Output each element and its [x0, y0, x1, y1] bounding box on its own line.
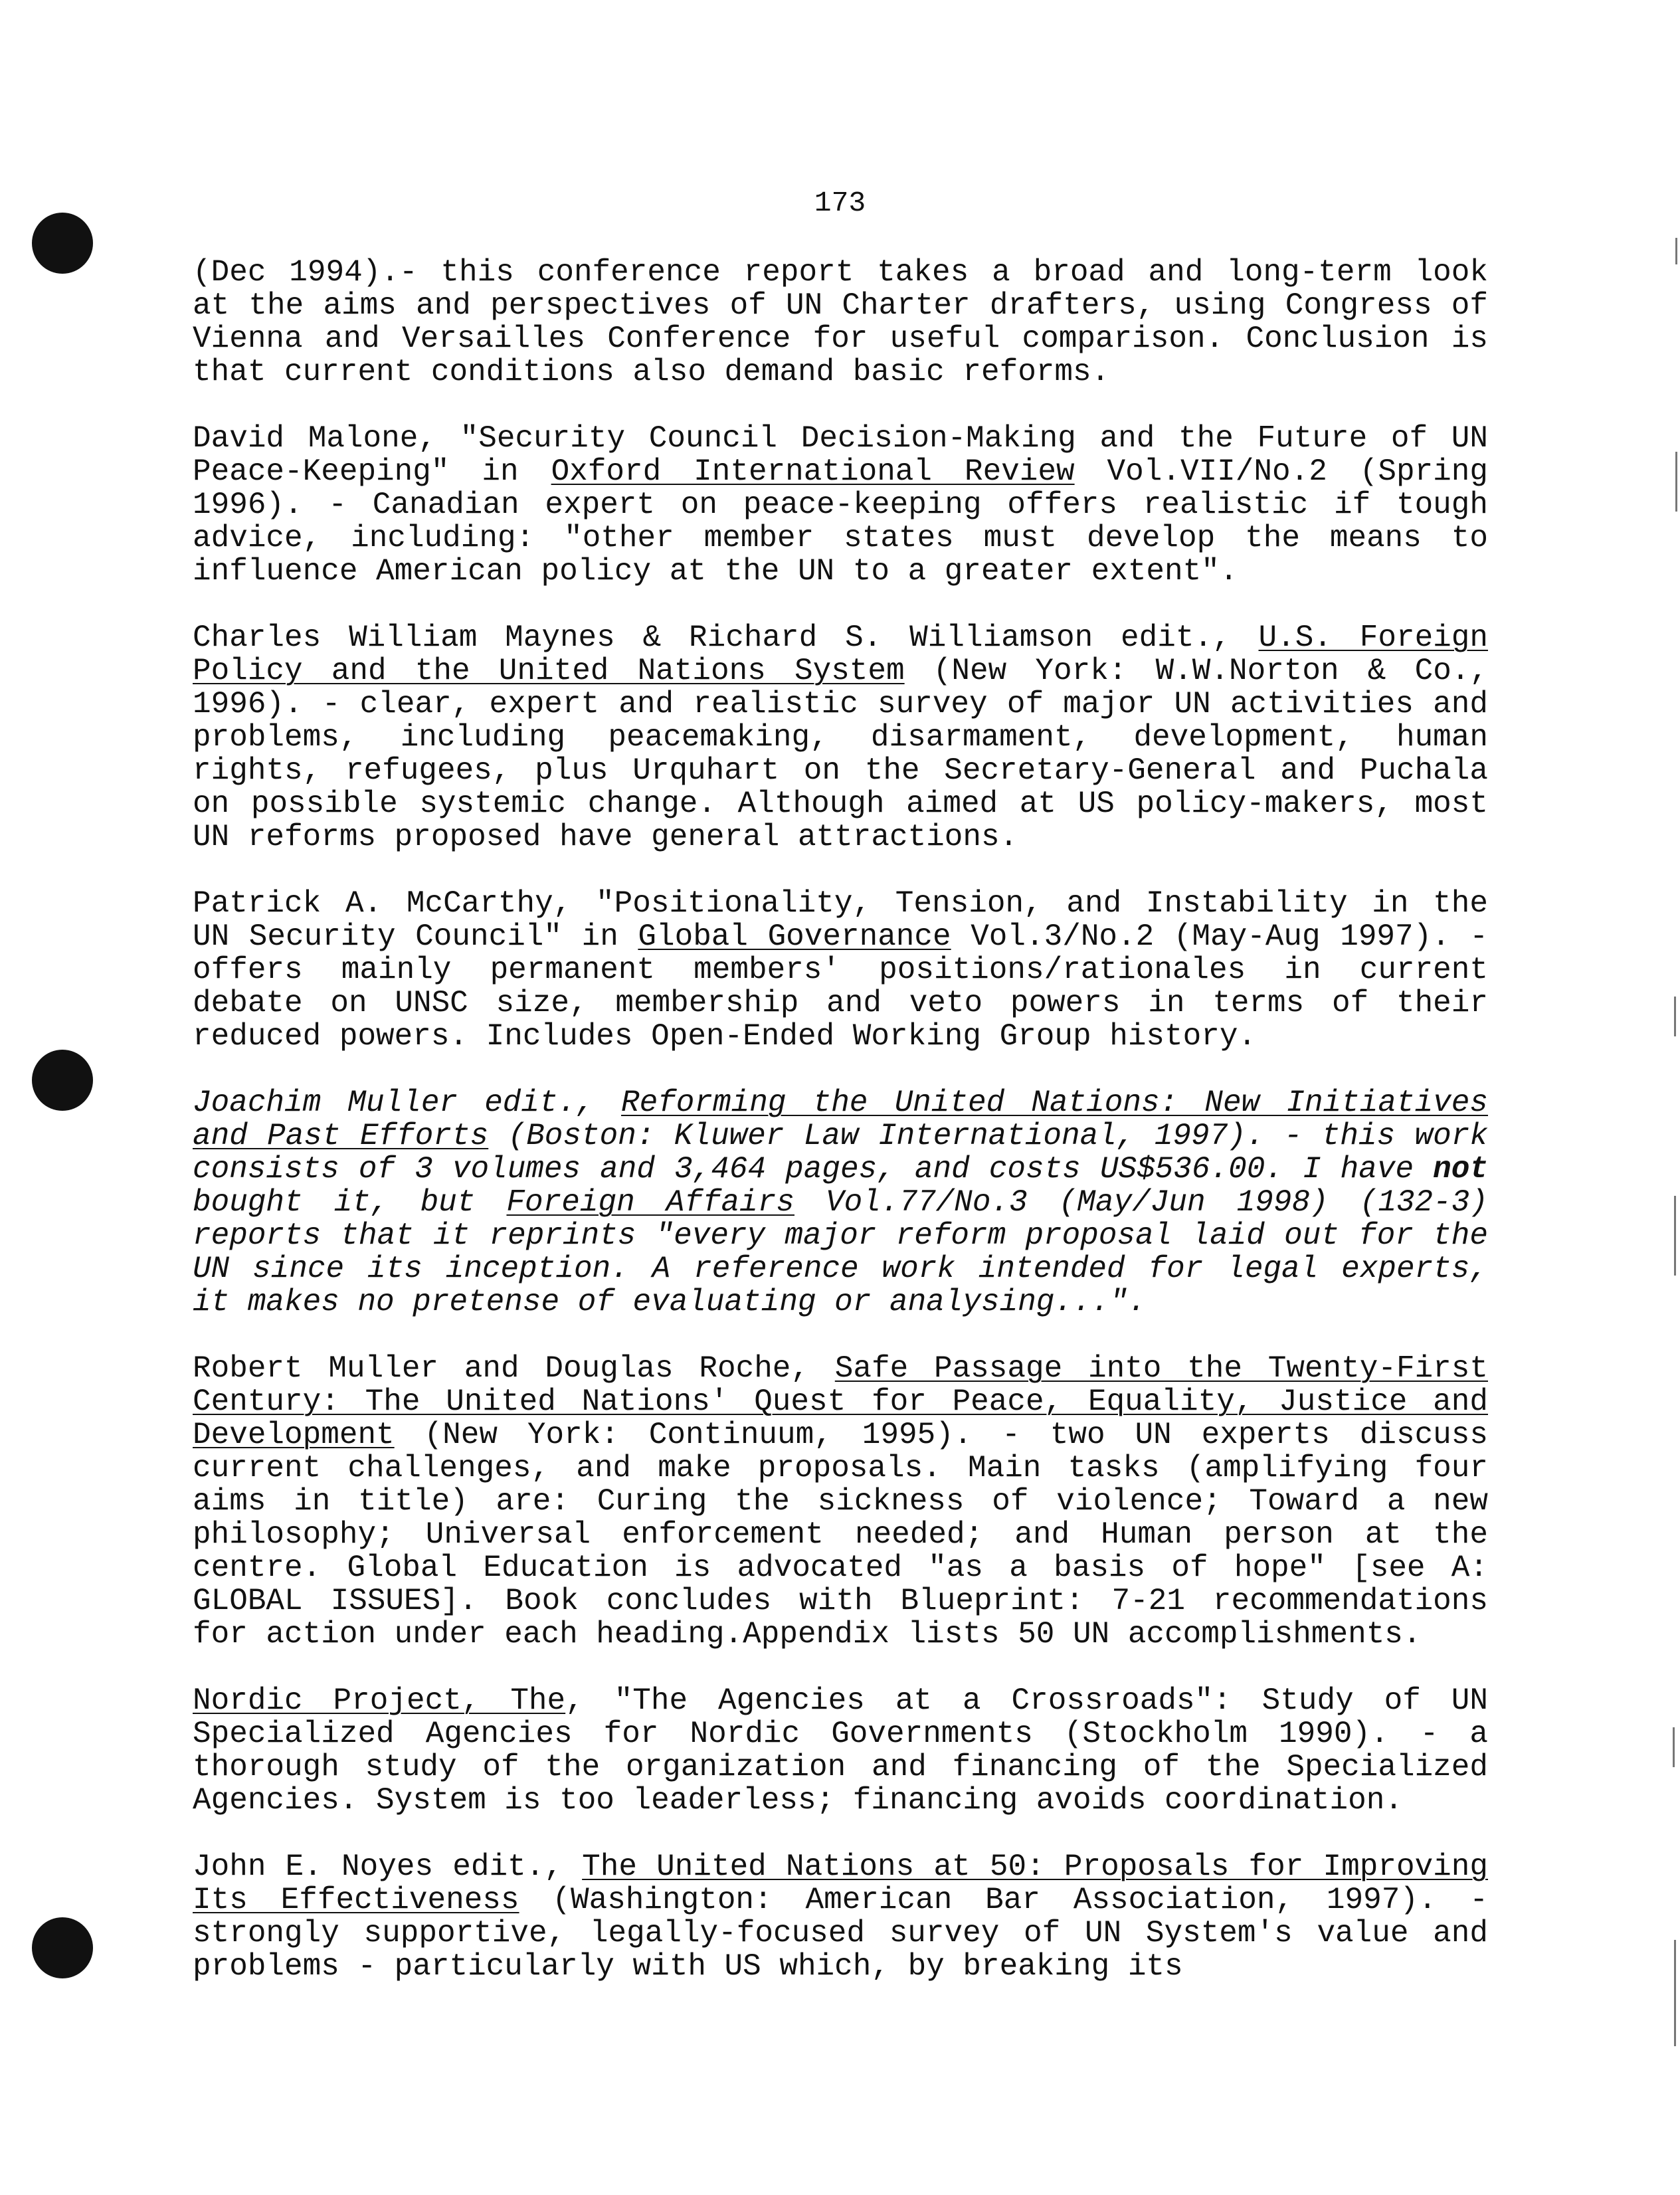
entry-text: Patrick A. McCarthy, "Positionality, Tension, and Instability in the UN Security Council" in: [193, 886, 1488, 954]
bibliography-entry: [193, 887, 1488, 1053]
scan-speck: [1674, 997, 1676, 1036]
bibliography-list: [193, 256, 1488, 2016]
cited-title: Global Governance: [638, 919, 951, 954]
scan-speck: [1673, 1727, 1675, 1767]
entry-text: Robert Muller and Douglas Roche,: [193, 1351, 835, 1386]
binder-hole-1: [32, 213, 93, 274]
entry-text: (Washington: American Bar Association, 1997). - strongly supportive, legally-focused survey of UN System's value and problems - particularly with US which, by breaking its: [193, 1883, 1489, 1984]
entry-text: Joachim Muller edit.,: [193, 1086, 621, 1120]
bibliography-entry: [193, 422, 1488, 588]
cited-title: Reforming the United Nations: New Initiatives and Past Efforts: [193, 1086, 1488, 1153]
bibliography-entry: [193, 1684, 1488, 1817]
scan-speck: [1675, 452, 1677, 512]
bibliography-entry: [193, 256, 1488, 389]
entry-text: bought it, but: [193, 1185, 507, 1220]
entry-text: (Boston: Kluwer Law International, 1997). - this work consists of 3 volumes and 3,464 pages, and costs US$536.00. I have: [193, 1119, 1488, 1187]
entry-text: John E. Noyes edit.,: [193, 1850, 583, 1884]
emphasis-text: not: [1433, 1152, 1488, 1187]
entry-text: David Malone, "Security Council Decision-Making and the Future of UN Peace-Keeping" in: [193, 421, 1488, 489]
scan-speck: [1674, 1196, 1676, 1276]
entry-text: (New York: W.W.Norton & Co., 1996). - clear, expert and realistic survey of major UN activities and problems, including peacemaking, disarmament, development, human rights, refugees, plus Urquhart on the Secretary-General and Puchala on possible systemic change. Although aimed at US policy-makers, most UN reforms proposed have general attractions.: [193, 654, 1489, 854]
cited-title: U.S. Foreign Policy and the United Nations System: [193, 620, 1488, 688]
scan-speck: [1674, 1940, 1676, 2046]
entry-text: , "The Agencies at a Crossroads": Study of UN Specialized Agencies for Nordic Governments (Stockholm 1990). - a thorough study of the organization and financing of the Specialized Agencies. System is too leaderless; financing avoids coordination.: [193, 1683, 1488, 1818]
bibliography-entry: [193, 1086, 1488, 1319]
cited-title: Nordic Project, The: [193, 1683, 566, 1718]
entry-text: Charles William Maynes & Richard S. Williamson edit.,: [193, 620, 1259, 655]
entry-text: (Dec 1994).- this conference report takes a broad and long-term look at the aims and perspectives of UN Charter drafters, using Congress of Vienna and Versailles Conference for useful comparison. Conclusion is that current conditions also demand basic reforms.: [193, 255, 1488, 389]
cited-title: The United Nations at 50: Proposals for Improving Its Effectiveness: [193, 1850, 1488, 1917]
bibliography-entry: [193, 621, 1488, 854]
page-number: 173: [814, 187, 866, 219]
cited-title: Oxford International Review: [551, 454, 1075, 489]
entry-text: Vol.VII/No.2 (Spring 1996). - Canadian expert on peace-keeping offers realistic if tough advice, including: "other member states must develop the means to influence American policy at the UN to a greater extent".: [193, 454, 1488, 589]
entry-text: (New York: Continuum, 1995). - two UN experts discuss current challenges, and make proposals. Main tasks (amplifying four aims in title) are: Curing the sickness of violence; Toward a new philosophy; Universal enforcement needed; and Human person at the centre. Global Education is advocated "as a basis of hope" [see A: GLOBAL ISSUES]. Book concludes with Blueprint: 7-21 recommendations for action under each heading.Appendix lists 50 UN accomplishments.: [193, 1418, 1488, 1652]
bibliography-entry: [193, 1850, 1488, 1983]
binder-hole-3: [32, 1917, 93, 1978]
scan-speck: [1675, 238, 1677, 264]
bibliography-entry: [193, 1352, 1488, 1651]
cited-title: Foreign Affairs: [506, 1185, 794, 1220]
entry-text: Vol.3/No.2 (May-Aug 1997). - offers mainly permanent members' positions/rationales in current debate on UNSC size, membership and veto powers in terms of their reduced powers. Includes Open-Ended Working Group history.: [193, 919, 1489, 1054]
cited-title: Safe Passage into the Twenty-First Century: The United Nations' Quest for Peace, Equality, Justice and Development: [193, 1351, 1488, 1452]
entry-text: Vol.77/No.3 (May/Jun 1998) (132-3) reports that it reprints "every major reform proposal laid out for the UN since its inception. A reference work intended for legal experts, it makes no pretense of evaluating or analysing...".: [193, 1185, 1488, 1319]
binder-hole-2: [32, 1050, 93, 1111]
